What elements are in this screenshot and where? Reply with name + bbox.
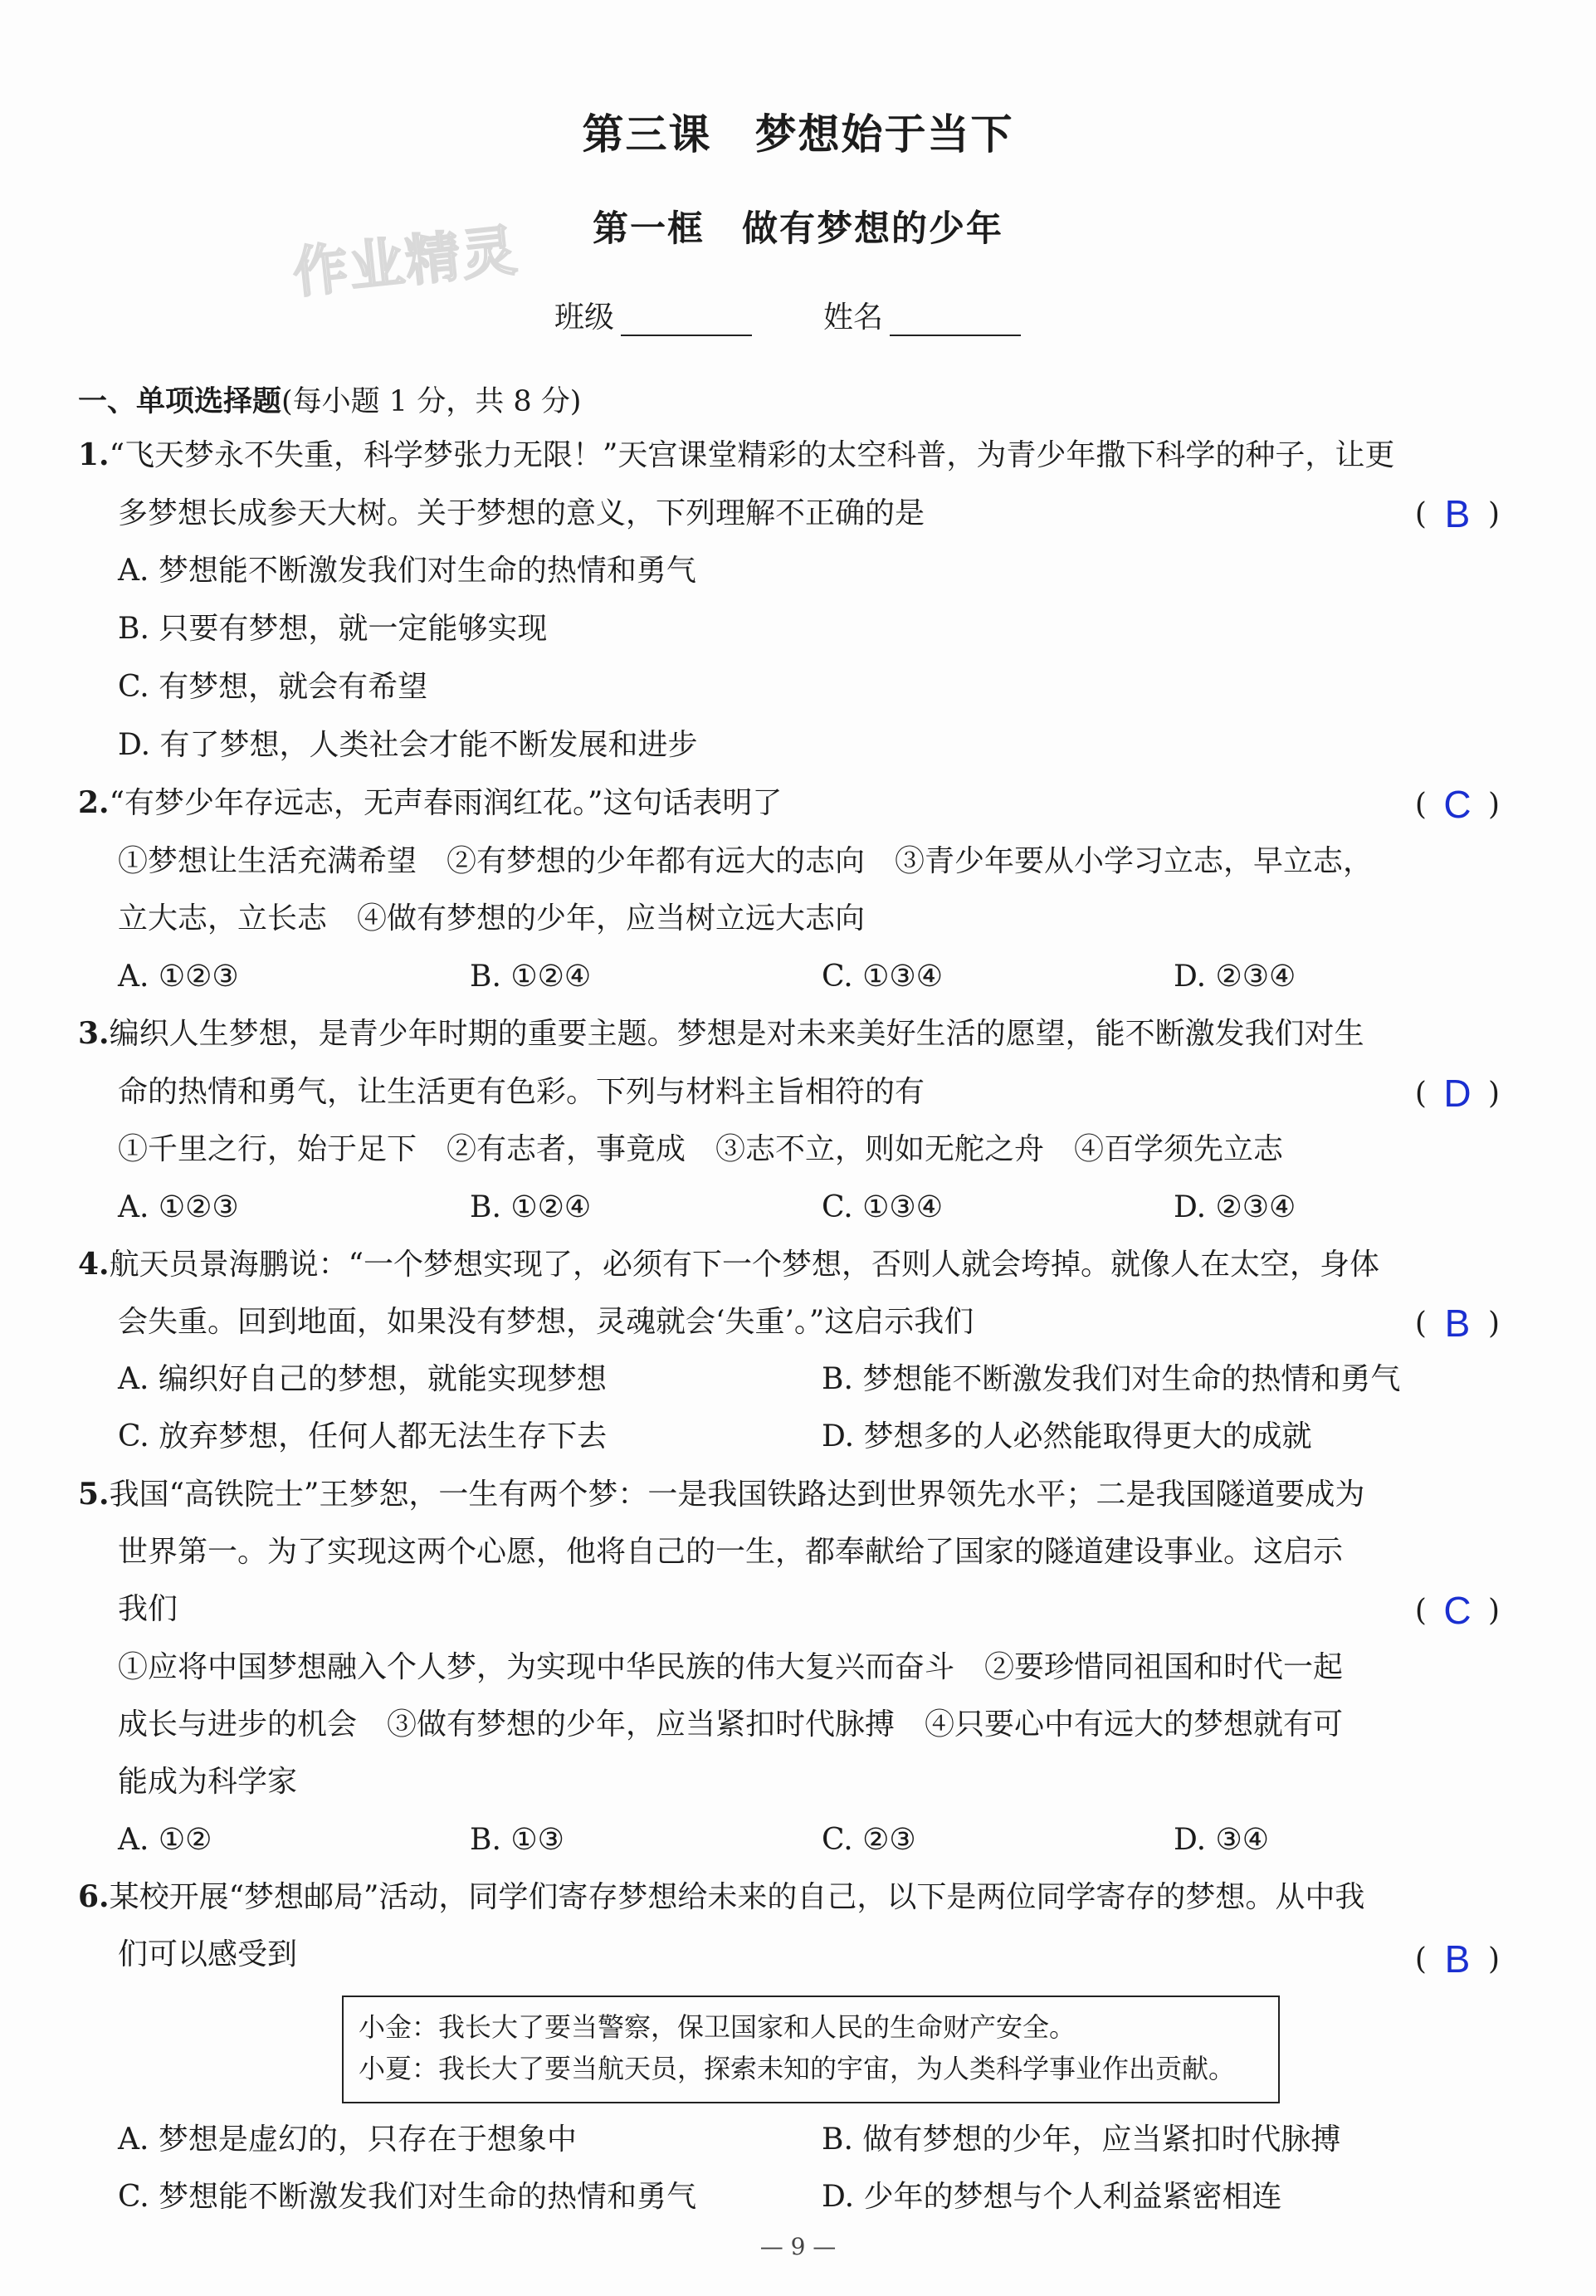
q2-answer-letter: C (1443, 783, 1472, 826)
q2-statements-line-1: ①梦想让生活充满希望 ②有梦想的少年都有远大的志向 ③青少年要从小学习立志，早立志， (118, 844, 1374, 878)
q5-option-a: A. ①② (118, 1823, 212, 1857)
q3-option-a: A. ①②③ (118, 1190, 239, 1224)
q1-option-b: B. 只要有梦想，就一定能够实现 (118, 612, 548, 646)
q6-number: 6. (78, 1879, 110, 1914)
q1-option-d: D. 有了梦想，人类社会才能不断发展和进步 (118, 728, 698, 762)
section-subtitle: 第一框 做有梦想的少年 (593, 208, 1003, 250)
q4-stem-line-1: 4.航天员景海鹏说：“一个梦想实现了，必须有下一个梦想，否则人就会垮掉。就像人在太空，身体 (78, 1247, 1379, 1282)
name-label: 姓名 (823, 300, 884, 335)
q6-option-d: D. 少年的梦想与个人利益紧密相连 (822, 2180, 1282, 2214)
q2-number: 2. (78, 785, 110, 820)
q3-option-b: B. ①②④ (470, 1190, 592, 1224)
q1-stem-line-2: 多梦想长成参天大树。关于梦想的意义，下列理解不正确的是 (118, 496, 925, 530)
q5-answer-letter: C (1443, 1589, 1472, 1632)
q4-stem-line-2: 会失重。回到地面，如果没有梦想，灵魂就会‘失重’。”这启示我们 (118, 1305, 974, 1339)
q5-number: 5. (78, 1477, 110, 1512)
q6-answer-letter: B (1444, 1937, 1471, 1981)
q2-option-d: D. ②③④ (1174, 960, 1296, 994)
lesson-title: 第三课 梦想始于当下 (582, 110, 1014, 159)
q4-option-c: C. 放弃梦想，任何人都无法生存下去 (118, 1419, 608, 1453)
q3-stem-line-2: 命的热情和勇气，让生活更有色彩。下列与材料主旨相符的有 (118, 1075, 925, 1109)
q5-statements-line-2: 成长与进步的机会 ③做有梦想的少年，应当紧扣时代脉搏 ④只要心中有远大的梦想就有可 (118, 1707, 1344, 1742)
q3-stem-line-1: 3.编织人生梦想，是青少年时期的重要主题。梦想是对未来美好生活的愿望，能不断激发我们对生 (78, 1016, 1364, 1051)
q4-answer: ( B ) (1414, 1302, 1500, 1345)
q6-option-b: B. 做有梦想的少年，应当紧扣时代脉搏 (822, 2123, 1341, 2157)
q3-option-c: C. ①③④ (822, 1190, 943, 1224)
q4-option-a: A. 编织好自己的梦想，就能实现梦想 (118, 1362, 607, 1396)
q2-option-b: B. ①②④ (470, 960, 592, 994)
class-field (554, 294, 752, 336)
q2-statements-line-2: 立大志，立长志 ④做有梦想的少年，应当树立远大志向 (118, 901, 866, 935)
q2-option-a: A. ①②③ (118, 960, 239, 994)
q6-stem-line-1: 6.某校开展“梦想邮局”活动，同学们寄存梦想给未来的自己，以下是两位同学寄存的梦想。从中我 (78, 1879, 1365, 1914)
watermark-logo: 作业精灵 (290, 217, 521, 305)
q4-answer-letter: B (1444, 1302, 1471, 1345)
q1-option-a: A. 梦想能不断激发我们对生命的热情和勇气 (118, 554, 696, 588)
q1-number: 1. (78, 437, 110, 472)
q3-answer: ( D ) (1414, 1072, 1500, 1115)
q1-option-c: C. 有梦想，就会有希望 (118, 670, 428, 704)
q5-option-d: D. ③④ (1174, 1823, 1270, 1857)
material-line-1: 小金：我长大了要当警察，保卫国家和人民的生命财产安全。 (359, 2011, 1076, 2043)
class-blank[interactable] (621, 305, 752, 336)
name-blank[interactable] (890, 305, 1021, 336)
page-number: — 9 — (759, 2233, 837, 2260)
name-field (823, 294, 1021, 336)
q5-stem-line-3: 我们 (118, 1592, 178, 1626)
q1-stem-line-1: 1.“飞天梦永不失重，科学梦张力无限！”天宫课堂精彩的太空科普，为青少年撒下科学的种子，让更 (78, 437, 1395, 472)
q3-number: 3. (78, 1016, 110, 1051)
q6-answer: ( B ) (1414, 1937, 1500, 1981)
q3-option-d: D. ②③④ (1174, 1190, 1296, 1224)
q1-answer-letter: B (1444, 492, 1471, 535)
q2-stem-line-1: 2.“有梦少年存远志，无声春雨润红花。”这句话表明了 (78, 785, 783, 820)
q6-stem-line-2: 们可以感受到 (118, 1937, 298, 1971)
section-note: (每小题 1 分，共 8 分) (281, 385, 582, 418)
section-heading-text: 一、单项选择题 (78, 384, 282, 418)
section-heading (78, 379, 581, 420)
q3-statements-line-1: ①千里之行，始于足下 ②有志者，事竟成 ③志不立，则如无舵之舟 ④百学须先立志 (118, 1132, 1284, 1166)
q5-answer: ( C ) (1414, 1589, 1500, 1632)
q2-option-c: C. ①③④ (822, 960, 943, 994)
q5-stem-line-2: 世界第一。为了实现这两个心愿，他将自己的一生，都奉献给了国家的隧道建设事业。这启示 (118, 1535, 1344, 1569)
q6-option-c: C. 梦想能不断激发我们对生命的热情和勇气 (118, 2180, 697, 2214)
q5-option-c: C. ②③ (822, 1823, 916, 1857)
q5-stem-line-1: 5.我国“高铁院士”王梦恕，一生有两个梦：一是我国铁路达到世界领先水平；二是我国隧道要成为 (78, 1477, 1365, 1512)
q5-option-b: B. ①③ (470, 1823, 564, 1857)
material-line-2: 小夏：我长大了要当航天员，探索未知的宇宙，为人类科学事业作出贡献。 (359, 2052, 1236, 2084)
q4-option-b: B. 梦想能不断激发我们对生命的热情和勇气 (822, 1362, 1401, 1396)
q6-material-box (342, 1996, 1280, 2103)
class-label: 班级 (554, 300, 615, 335)
q3-answer-letter: D (1443, 1072, 1472, 1115)
q5-statements-line-1: ①应将中国梦想融入个人梦，为实现中华民族的伟大复兴而奋斗 ②要珍惜同祖国和时代一起 (118, 1650, 1344, 1684)
q5-statements-line-3: 能成为科学家 (118, 1765, 298, 1799)
q4-option-d: D. 梦想多的人必然能取得更大的成就 (822, 1419, 1312, 1453)
q6-option-a: A. 梦想是虚幻的，只存在于想象中 (118, 2123, 577, 2157)
q2-answer: ( C ) (1414, 783, 1500, 826)
q1-answer: ( B ) (1414, 492, 1500, 535)
q4-number: 4. (78, 1247, 110, 1282)
